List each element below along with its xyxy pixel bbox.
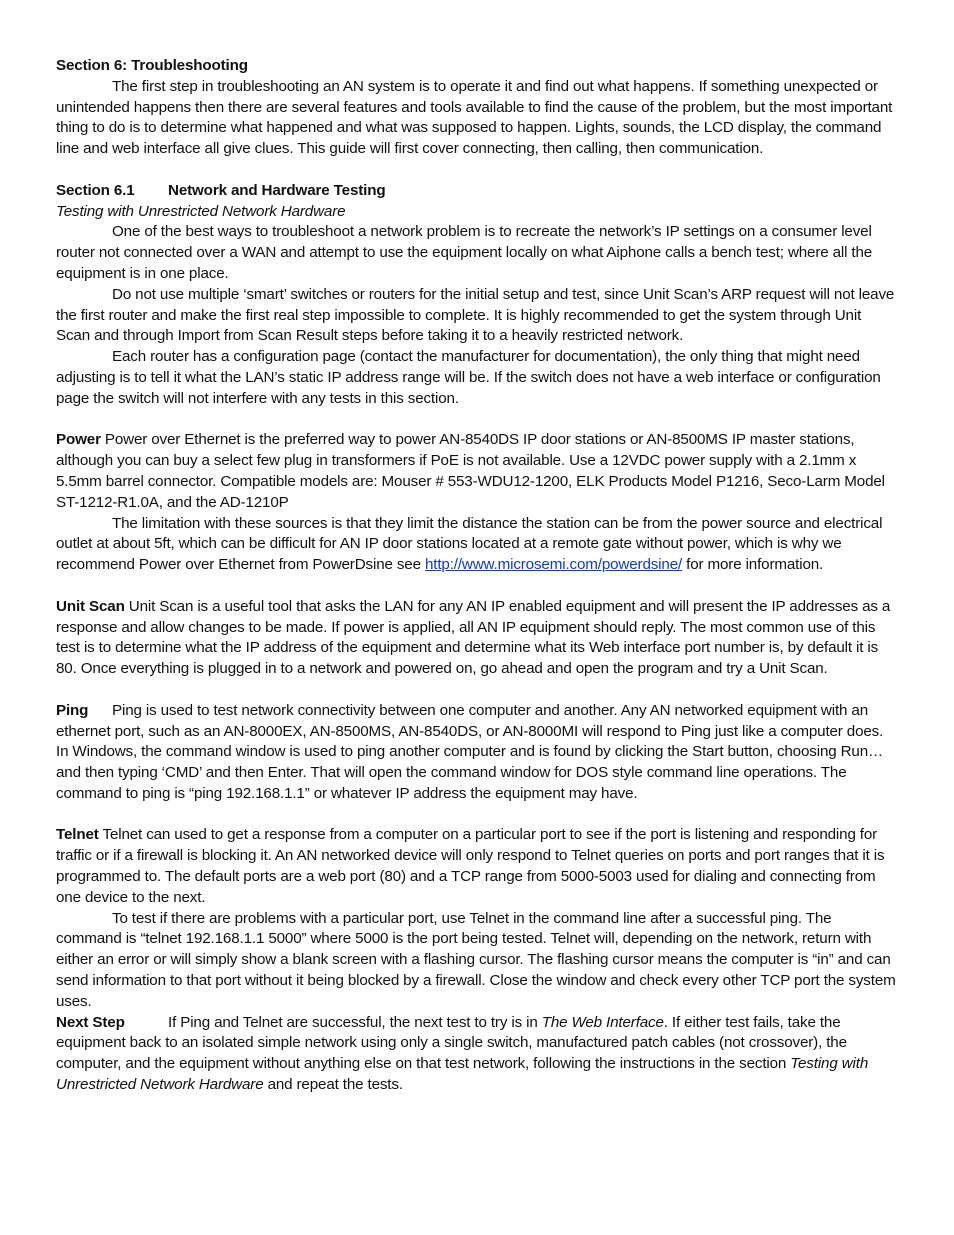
unrestricted-hardware-reference: Testing with Unrestricted Network Hardware (56, 1055, 869, 1094)
telnet-paragraph: Telnet Telnet can used to get a response from a computer on a particular port to see if the port is listening and responding for traffic or if a firewall is blocking it. An AN networked device will only respond to Telnet queries on ports and port ranges that it is programmed to. The default ports are a web port (80) and a TCP range from 5000-5003 used for dialing and connecting from one device to the next. (56, 826, 885, 906)
spacer (56, 576, 899, 597)
paragraph-smart-switches: Do not use multiple ‘smart’ switches or routers for the initial setup and test, since Unit Scan’s ARP request will not leave the first router and make the first real step impossible to complete. It is highly recommended to get the system through Unit Scan and through Import from Scan Result steps before taking it to a heavily restricted network. (56, 285, 895, 345)
spacer (56, 160, 899, 181)
section-6-1-subtitle: Testing with Unrestricted Network Hardware (56, 202, 346, 220)
telnet-port-test-paragraph: To test if there are problems with a particular port, use Telnet in the command line after a successful ping. The command is “telnet 192.168.1.1 5000” where 5000 is the port being tested. Telnet will, depending on the network, return with either an error or will simply show a blank screen with a flashing cursor. The flashing cursor means the computer is “in” and can send information to that port without it being blocked by a firewall. Close the window and check every other TCP port the system uses. (56, 909, 896, 1010)
section-6-1-heading (56, 181, 899, 202)
spacer (56, 680, 899, 701)
spacer (56, 410, 899, 431)
next-step-label: Next Step (56, 1013, 125, 1031)
section-number: Section 6.1 (56, 181, 135, 199)
web-interface-reference: The Web Interface (541, 1013, 664, 1031)
next-step-paragraph: Next Step If Ping and Telnet are successful, the next test to try is in The Web Interface. If either test fails, take the equipment back to an isolated simple network using only a single switch, manufactured patch cables (not crossover), the computer, and the equipment without anything else on that test network, following the instructions in the section Testing with Unrestricted Network Hardware and repeat the tests. (56, 1013, 869, 1094)
unit-scan-paragraph: Unit Scan Unit Scan is a useful tool that asks the LAN for any AN IP enabled equipment and will present the IP addresses as a response and allow changes to be made. If power is applied, all AN IP equipment should reply. The most common use of this test is to determine what the IP address of the equipment and determine what its Web interface port number is, by default it is 80. Once everything is plugged in to a network and powered on, go ahead and open the program and try a Unit Scan. (56, 597, 891, 678)
paragraph-router-config: Each router has a configuration page (contact the manufacturer for documentation), the only thing that might need adjusting is to tell it what the LAN’s static IP address range will be. If the switch does not have a web interface or configuration page the switch will not interfere with any tests in this section. (56, 348, 881, 407)
paragraph-bench-test: One of the best ways to troubleshoot a network problem is to recreate the network’s IP settings on a consumer level router not connected over a WAN and attempt to use the equipment locally on what Aiphone calls a bench test; where all the equipment is in one place. (56, 223, 873, 282)
ping-paragraph: Ping Ping is used to test network connectivity between one computer and another. Any AN networked equipment with an ethernet port, such as an AN-8000EX, AN-8500MS, AN-8540DS, or AN-8000MI will respond to Ping just like a computer does. In Windows, the command window is used to ping another computer and is found by clicking the Start button, choosing Run… and then typing ‘CMD’ and then Enter. That will open the command window for DOS style command line operations. The command to ping is “ping 192.168.1.1” or whatever IP address the equipment may have. (56, 701, 884, 802)
ping-label: Ping (56, 701, 89, 719)
power-paragraph: Power Power over Ethernet is the preferred way to power AN-8540DS IP door stations or AN-8500MS IP master stations, although you can buy a select few plug in transformers if PoE is not available. Use a 12VDC power supply with a 2.1mm x 5.5mm barrel connector. Compatible models are: Mouser # 553-WDU12-1200, ELK Products Model P1216, Seco-Larm Model ST-1212-R1.0A, and the AD-1210P (56, 431, 885, 511)
document-page (56, 56, 899, 1096)
power-limitation-paragraph: The limitation with these sources is that they limit the distance the station can be from the power source and electrical outlet at about 5ft, which can be difficult for AN IP door stations located at a remote gate without power, which is why we recommend Power over Ethernet from PowerDsine see http://www.microsemi.com/powerdsine/ for more information. (56, 514, 883, 574)
section-6-heading: Section 6: Troubleshooting (56, 57, 248, 74)
section-6-intro: The first step in troubleshooting an AN system is to operate it and find out what happens. If something unexpected or unintended happens then there are several features and tools available to find the cause of the problem, but the most important thing to do is to determine what happened and what was supposed to happen. Lights, sounds, the LCD display, the command line and web interface all give clues. This guide will first cover connecting, then calling, then communication. (56, 77, 893, 158)
section-title: Network and Hardware Testing (168, 181, 386, 199)
telnet-label: Telnet (56, 826, 99, 844)
powerdsine-link[interactable]: http://www.microsemi.com/powerdsine/ (424, 556, 683, 574)
spacer (56, 805, 899, 826)
power-label: Power (56, 431, 101, 449)
unit-scan-label: Unit Scan (56, 597, 125, 615)
